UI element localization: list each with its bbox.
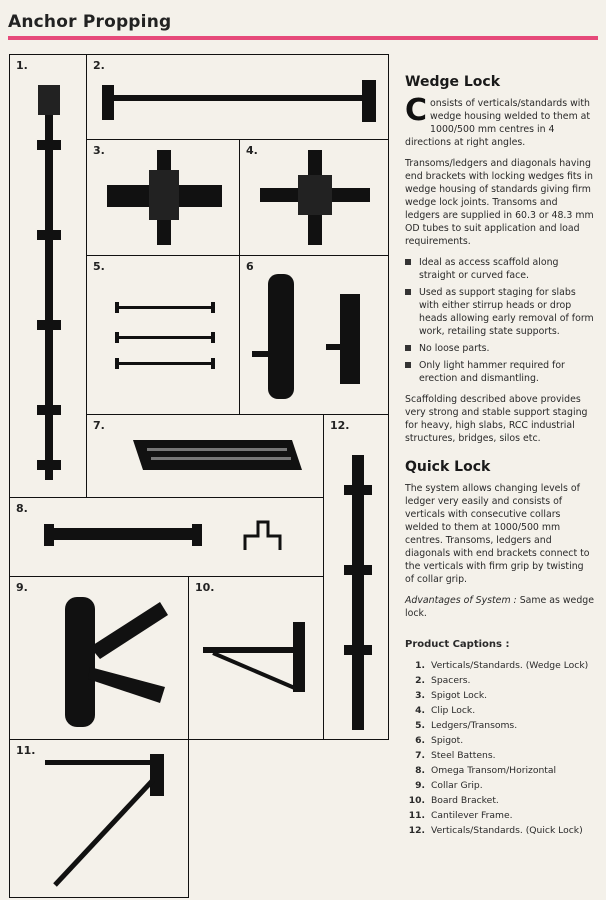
drop-cap: C xyxy=(405,93,428,128)
caption-text: Clip Lock. xyxy=(431,705,476,716)
caption-number: 9. xyxy=(415,780,425,791)
captions-list xyxy=(405,659,595,837)
caption-number: 7. xyxy=(415,750,425,761)
caption-row xyxy=(405,689,595,702)
fig-6-number: 6 xyxy=(246,260,254,273)
quick-lock-advantages xyxy=(405,594,595,620)
bullet-item: No loose parts. xyxy=(405,342,595,355)
caption-number: 1. xyxy=(415,660,425,671)
caption-row xyxy=(405,704,595,717)
advantages-label: Advantages of System : xyxy=(405,595,517,606)
wedge-lock-para-3: Scaffolding described above provides very strong and stable support staging for heavy, high slabs, RCC industrial structures, bridges, silos etc. xyxy=(405,394,588,444)
captions-title: Product Captions : xyxy=(405,639,510,650)
caption-number: 3. xyxy=(415,690,425,701)
caption-text: Ledgers/Transoms. xyxy=(431,720,518,731)
caption-row xyxy=(405,764,595,777)
caption-text: Collar Grip. xyxy=(431,780,483,791)
caption-row xyxy=(405,749,595,762)
caption-number: 2. xyxy=(415,675,425,686)
fig-12-number: 12. xyxy=(330,419,350,432)
steel-batten-illustration xyxy=(87,415,325,499)
caption-text: Omega Transom/Horizontal xyxy=(431,765,557,776)
page-title: Anchor Propping xyxy=(8,12,172,32)
title-rule xyxy=(8,36,598,40)
omega-transom-illustration xyxy=(10,498,325,578)
caption-row xyxy=(405,719,595,732)
caption-number: 8. xyxy=(415,765,425,776)
cantilever-frame-illustration xyxy=(10,740,190,899)
fig-9-number: 9. xyxy=(16,581,28,594)
caption-number: 4. xyxy=(415,705,425,716)
caption-number: 5. xyxy=(415,720,425,731)
caption-number: 12. xyxy=(408,825,425,836)
fig-7-number: 7. xyxy=(93,419,105,432)
fig-5 xyxy=(86,255,240,415)
caption-text: Steel Battens. xyxy=(431,750,496,761)
caption-text: Board Bracket. xyxy=(431,795,499,806)
wedge-lock-intro xyxy=(405,93,595,149)
spacer-illustration xyxy=(87,55,390,141)
fig-9 xyxy=(9,576,189,740)
wedge-lock-heading: Wedge Lock xyxy=(405,74,500,90)
fig-10 xyxy=(188,576,324,740)
fig-8 xyxy=(9,497,324,577)
fig-11 xyxy=(9,739,189,898)
caption-number: 6. xyxy=(415,735,425,746)
fig-7 xyxy=(86,414,324,498)
caption-text: Cantilever Frame. xyxy=(431,810,513,821)
caption-row xyxy=(405,659,595,672)
caption-number: 10. xyxy=(408,795,425,806)
fig-2-number: 2. xyxy=(93,59,105,72)
caption-row xyxy=(405,734,595,747)
fig-11-number: 11. xyxy=(16,744,36,757)
caption-text: Spigot. xyxy=(431,735,464,746)
caption-row xyxy=(405,674,595,687)
bullet-item: Used as support staging for slabs with either stirrup heads or drop heads allowing early removal of form work, retailing state supports. xyxy=(405,286,595,338)
wedge-lock-para-2: Transoms/ledgers and diagonals having end brackets with locking wedges fits in wedge housing of standards giving firm wedge lock joints. Transoms and ledgers are supplied in 60.3 or 48.3 mm OD tubes to suit application and load requirements. xyxy=(405,158,594,247)
board-bracket-illustration xyxy=(189,577,325,741)
collar-grip-illustration xyxy=(10,577,190,741)
quick-lock-heading: Quick Lock xyxy=(405,459,491,475)
advantages-text: Same as wedge lock. xyxy=(405,595,594,619)
caption-row xyxy=(405,809,595,822)
fig-10-number: 10. xyxy=(195,581,215,594)
caption-row xyxy=(405,794,595,807)
wedge-lock-bullets xyxy=(405,256,595,385)
caption-text: Spigot Lock. xyxy=(431,690,488,701)
caption-row xyxy=(405,824,595,837)
fig-3-number: 3. xyxy=(93,144,105,157)
fig-4-number: 4. xyxy=(246,144,258,157)
fig-8-number: 8. xyxy=(16,502,28,515)
fig-2 xyxy=(86,54,389,140)
fig-6 xyxy=(239,255,389,415)
caption-row xyxy=(405,779,595,792)
fig-1 xyxy=(9,54,87,498)
wedge-lock-intro-text: onsists of verticals/standards with wedge housing welded to them at 1000/500 mm centres in 4 directions at right angles. xyxy=(405,98,591,148)
caption-text: Verticals/Standards. (Wedge Lock) xyxy=(431,660,589,671)
clip-lock-illustration xyxy=(240,140,390,257)
bullet-item: Ideal as access scaffold along straight or curved face. xyxy=(405,256,595,282)
fig-5-number: 5. xyxy=(93,260,105,273)
fig-4 xyxy=(239,139,389,256)
spigot-lock-illustration xyxy=(87,140,241,257)
vertical-standard-wedge-illustration xyxy=(10,55,88,499)
spigot-illustration xyxy=(240,256,390,416)
fig-12 xyxy=(323,414,389,740)
caption-text: Verticals/Standards. (Quick Lock) xyxy=(431,825,583,836)
caption-text: Spacers. xyxy=(431,675,471,686)
bullet-item: Only light hammer required for erection and dismantling. xyxy=(405,359,595,385)
fig-3 xyxy=(86,139,240,256)
quick-lock-para: The system allows changing levels of ledger very easily and consists of verticals with consecutive collars welded to them at 1000/500 mm centres. Transoms, ledgers and diagonals with end brackets connect to the verticals with firm grip by twisting of collar grip. xyxy=(405,483,590,585)
fig-1-number: 1. xyxy=(16,59,28,72)
caption-number: 11. xyxy=(408,810,425,821)
vertical-standard-quick-illustration xyxy=(324,415,390,741)
ledgers-transoms-illustration xyxy=(87,256,241,416)
description-column xyxy=(405,76,595,839)
